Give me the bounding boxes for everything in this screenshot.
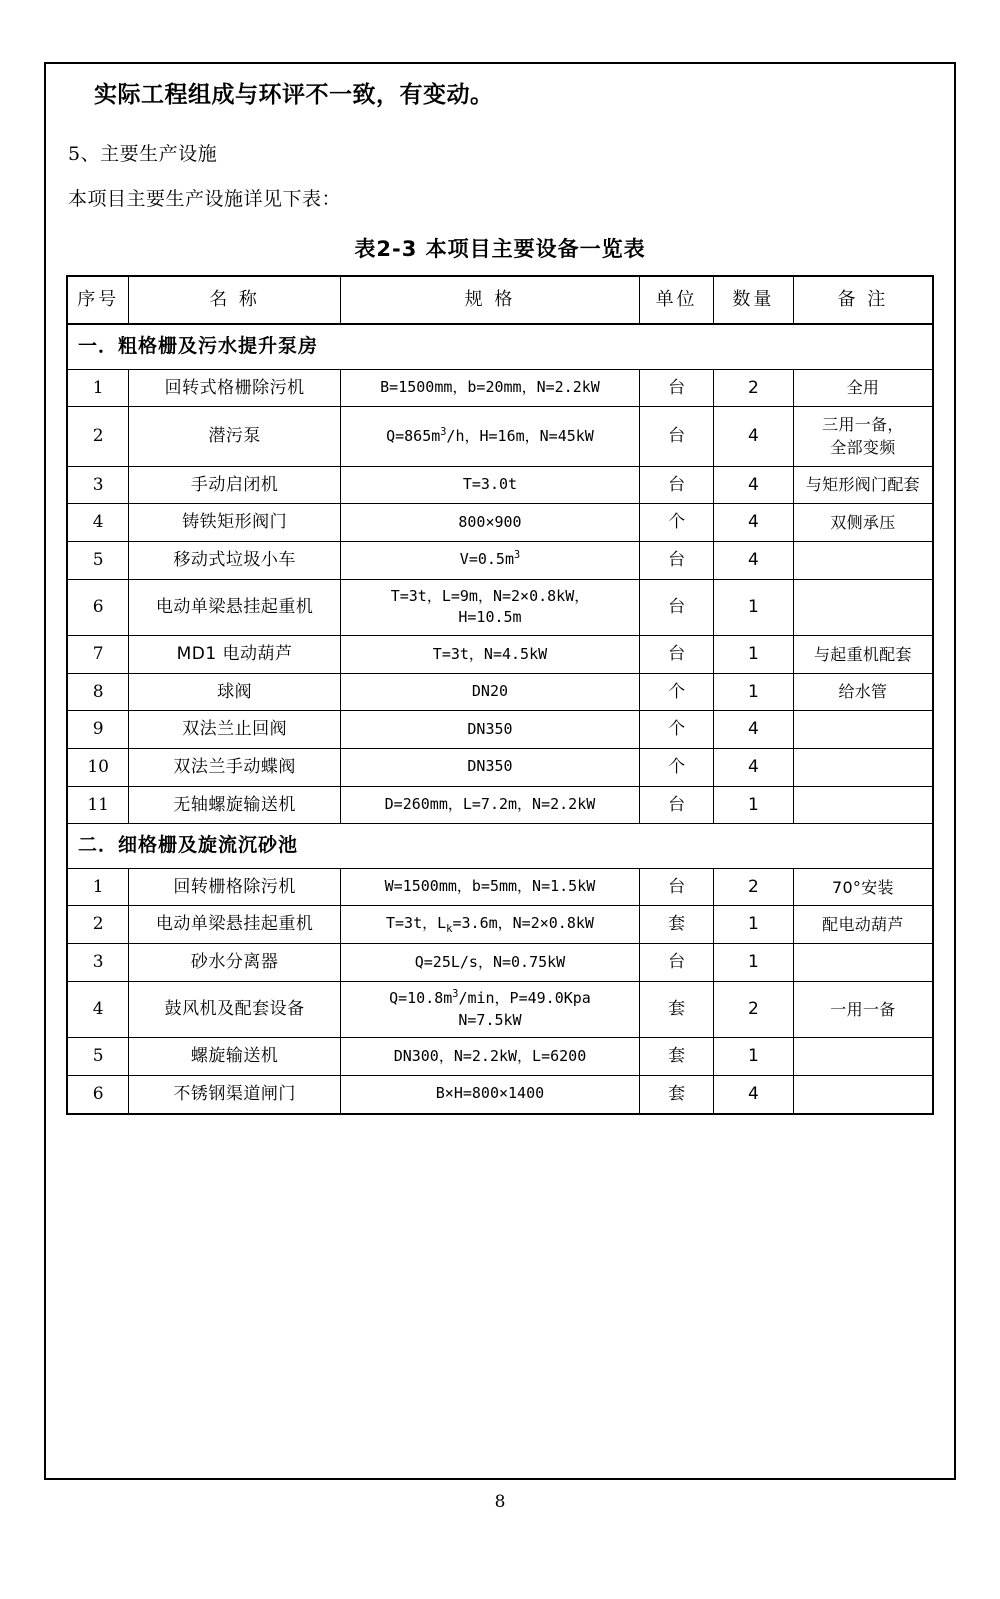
cell-spec: B×H=800×1400 [340,1075,639,1113]
cell-spec: $Q=10.8m^3/\min$，P=49.0Kpa N=7.5kW [340,981,639,1038]
cell-unit: 台 [640,407,714,466]
intro-paragraph: 本项目主要生产设施详见下表： [68,188,342,210]
cell-name: 移动式垃圾小车 [129,541,340,579]
cell-name: 电动单梁悬挂起重机 [129,579,340,636]
header-note: 备 注 [793,276,933,324]
banner-note: 实际工程组成与环评不一致，有变动。 [94,82,494,108]
cell-qty: 2 [713,868,793,906]
cell-qty: 4 [713,407,793,466]
cell-note [793,786,933,824]
cell-unit: 个 [640,749,714,787]
cell-spec: B=1500mm，b=20mm，N=2.2kW [340,369,639,407]
cell-name: 回转式格栅除污机 [129,369,340,407]
cell-note: 配电动葫芦 [793,906,933,944]
table-row [67,504,933,542]
cell-note: 给水管 [793,673,933,711]
cell-no: 1 [67,369,129,407]
table-head [67,276,933,324]
cell-name: 砂水分离器 [129,944,340,982]
table-body [67,324,933,1113]
cell-note [793,1038,933,1076]
table-row [67,579,933,636]
cell-unit: 套 [640,906,714,944]
cell-unit: 台 [640,944,714,982]
cell-qty: 4 [713,504,793,542]
cell-no: 3 [67,944,129,982]
cell-spec: 800×900 [340,504,639,542]
table-row [67,749,933,787]
cell-note: 70°安装 [793,868,933,906]
cell-unit: 个 [640,504,714,542]
header-qty: 数量 [713,276,793,324]
cell-qty: 4 [713,466,793,504]
table-row [67,868,933,906]
cell-name: 不锈钢渠道闸门 [129,1075,340,1113]
table-row [67,944,933,982]
cell-no: 5 [67,1038,129,1076]
cell-spec: T=3.0t [340,466,639,504]
cell-no: 4 [67,504,129,542]
cell-name: 球阀 [129,673,340,711]
cell-qty: 1 [713,1038,793,1076]
table-section-label: 一．粗格栅及污水提升泵房 [67,324,933,369]
table-section-row [67,324,933,369]
cell-note: 一用一备 [793,981,933,1038]
cell-name: 双法兰止回阀 [129,711,340,749]
cell-no: 8 [67,673,129,711]
cell-unit: 台 [640,636,714,674]
cell-no: 5 [67,541,129,579]
cell-spec: W=1500mm，b=5mm，N=1.5kW [340,868,639,906]
cell-name: 潜污泵 [129,407,340,466]
cell-name: 螺旋输送机 [129,1038,340,1076]
cell-unit: 套 [640,1075,714,1113]
cell-spec: D=260mm，L=7.2m，N=2.2kW [340,786,639,824]
cell-qty: 1 [713,636,793,674]
cell-no: 9 [67,711,129,749]
cell-name: 手动启闭机 [129,466,340,504]
table-row [67,636,933,674]
cell-unit: 台 [640,579,714,636]
cell-note: 与矩形阀门配套 [793,466,933,504]
cell-name: 回转栅格除污机 [129,868,340,906]
header-name: 名 称 [129,276,340,324]
table-section-row [67,824,933,869]
cell-unit: 台 [640,369,714,407]
cell-qty: 1 [713,786,793,824]
cell-spec: Q=25L/s，N=0.75kW [340,944,639,982]
cell-unit: 台 [640,466,714,504]
cell-note: 全用 [793,369,933,407]
cell-spec: DN300，N=2.2kW，L=6200 [340,1038,639,1076]
cell-no: 3 [67,466,129,504]
cell-qty: 1 [713,906,793,944]
cell-note [793,711,933,749]
cell-no: 1 [67,868,129,906]
cell-spec: T=3t，L=9m，N=2×0.8kW， H=10.5m [340,579,639,636]
cell-unit: 套 [640,981,714,1038]
table-row [67,1038,933,1076]
cell-spec: T=3t，N=4.5kW [340,636,639,674]
cell-name: 无轴螺旋输送机 [129,786,340,824]
cell-no: 10 [67,749,129,787]
cell-name: MD1 电动葫芦 [129,636,340,674]
cell-qty: 2 [713,981,793,1038]
table-row [67,369,933,407]
cell-note [793,541,933,579]
cell-no: 6 [67,579,129,636]
cell-name: 双法兰手动蝶阀 [129,749,340,787]
cell-spec: $V=0.5m^3$ [340,541,639,579]
header-unit: 单位 [640,276,714,324]
table-row [67,673,933,711]
cell-no: 2 [67,407,129,466]
cell-spec: DN350 [340,711,639,749]
cell-note: 双侧承压 [793,504,933,542]
equipment-table [66,275,934,1115]
cell-name: 鼓风机及配套设备 [129,981,340,1038]
cell-spec: DN20 [340,673,639,711]
section-heading: 5、主要生产设施 [68,143,218,165]
cell-unit: 个 [640,711,714,749]
table-title: 表2-3 本项目主要设备一览表 [354,237,646,261]
header-spec: 规 格 [340,276,639,324]
cell-no: 6 [67,1075,129,1113]
cell-note [793,944,933,982]
cell-note: 三用一备， 全部变频 [793,407,933,466]
cell-no: 2 [67,906,129,944]
cell-qty: 4 [713,711,793,749]
cell-note [793,1075,933,1113]
cell-unit: 个 [640,673,714,711]
cell-name: 铸铁矩形阀门 [129,504,340,542]
table-row [67,786,933,824]
cell-unit: 套 [640,1038,714,1076]
cell-qty: 4 [713,749,793,787]
table-row [67,711,933,749]
page-number: 8 [494,1492,506,1512]
cell-no: 7 [67,636,129,674]
cell-spec: $Q=865m^3/h$，H=16m，N=45kW [340,407,639,466]
table-row [67,981,933,1038]
cell-qty: 4 [713,1075,793,1113]
cell-qty: 1 [713,944,793,982]
table-row [67,407,933,466]
cell-unit: 台 [640,541,714,579]
header-no: 序号 [67,276,129,324]
cell-qty: 2 [713,369,793,407]
cell-no: 4 [67,981,129,1038]
cell-name: 电动单梁悬挂起重机 [129,906,340,944]
table-row [67,906,933,944]
table-row [67,1075,933,1113]
page-content [44,62,956,1115]
table-row [67,541,933,579]
cell-note [793,749,933,787]
cell-note: 与起重机配套 [793,636,933,674]
cell-qty: 4 [713,541,793,579]
cell-no: 11 [67,786,129,824]
cell-qty: 1 [713,579,793,636]
cell-spec: T=3t，$L_k=3.6m$，N=2×0.8kW [340,906,639,944]
cell-unit: 台 [640,868,714,906]
cell-spec: DN350 [340,749,639,787]
table-header-row [67,276,933,324]
cell-unit: 台 [640,786,714,824]
table-section-label: 二．细格栅及旋流沉砂池 [67,824,933,869]
table-row [67,466,933,504]
cell-note [793,579,933,636]
cell-qty: 1 [713,673,793,711]
